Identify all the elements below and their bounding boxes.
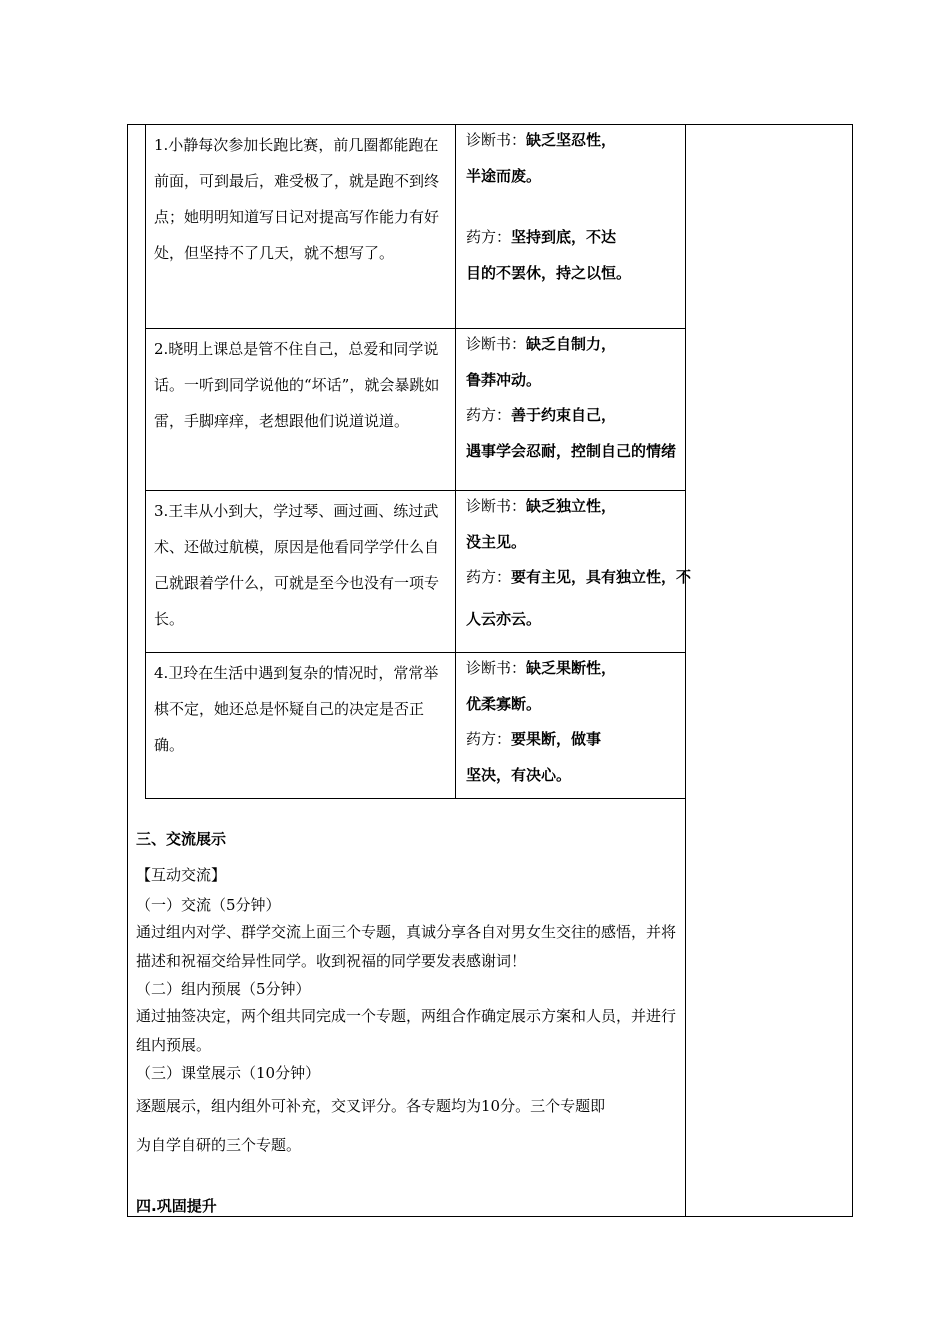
case-1-problem: 1.小静每次参加长跑比赛，前几圈都能跑在前面，可到最后，难受极了，就是跑不到终点；她明明知道写日记对提高写作能力有好处，但坚持不了几天，就不想写了。 <box>145 124 456 329</box>
step-3-heading: （三）课堂展示（10分钟） <box>136 1064 321 1082</box>
remedy-label: 药方： <box>466 406 512 424</box>
case-2-problem: 2.晓明上课总是管不住自己，总爱和同学说话。一听到同学说他的“坏话”，就会暴跳如雷，手脚痒痒，老想跟他们说道说道。 <box>145 328 456 491</box>
remedy-label: 药方： <box>466 228 512 246</box>
remedy-text-2: 遇事学会忍耐，控制自己的情绪 <box>466 442 677 460</box>
diagnosis-text: 缺乏果断性， <box>526 659 617 677</box>
case-4-problem: 4.卫玲在生活中遇到复杂的情况时，常常举棋不定，她还总是怀疑自己的决定是否正确。 <box>145 652 456 799</box>
diagnosis-text: 缺乏独立性， <box>526 497 617 515</box>
diagnosis-label: 诊断书： <box>466 659 527 677</box>
diagnosis-label: 诊断书： <box>466 131 527 149</box>
diagnosis-label: 诊断书： <box>466 497 527 515</box>
diagnosis-text-2: 半途而废。 <box>466 167 542 185</box>
remedy-text: 要有主见，具有独立性，不 <box>511 568 692 586</box>
remedy-label: 药方： <box>466 730 512 748</box>
remedy-text-2: 坚决，有决心。 <box>466 766 572 784</box>
step-3-text-line-2: 为自学自研的三个专题。 <box>136 1136 302 1154</box>
case-4-remedy <box>455 652 686 799</box>
step-1-text: 通过组内对学、群学交流上面三个专题，真诚分享各自对男女生交往的感悟，并将描述和祝福交给异性同学。收到祝福的同学要发表感谢词！ <box>136 923 677 970</box>
case-3-problem: 3.王丰从小到大，学过琴、画过画、练过武术、还做过航模，原因是他看同学学什么自己就跟着学什么，可就是至今也没有一项专长。 <box>145 490 456 653</box>
case-3-remedy <box>455 490 692 653</box>
interactive-exchange-label: 【互动交流】 <box>136 866 227 884</box>
step-2-text: 通过抽签决定，两个组共同完成一个专题，两组合作确定展示方案和人员，并进行组内预展。 <box>136 1007 677 1054</box>
remedy-text: 坚持到底，不达 <box>511 228 617 246</box>
remedy-label: 药方： <box>466 568 512 586</box>
section-4-title: 四.巩固提升 <box>136 1197 217 1215</box>
diagnosis-text: 缺乏自制力， <box>526 335 617 353</box>
case-2-remedy <box>455 328 686 491</box>
remedy-text: 善于约束自己， <box>511 406 617 424</box>
diagnosis-label: 诊断书： <box>466 335 527 353</box>
remedy-text: 要果断，做事 <box>511 730 602 748</box>
step-1-heading: （一）交流（5分钟） <box>136 896 281 914</box>
diagnosis-text-2: 优柔寡断。 <box>466 695 542 713</box>
diagnosis-text: 缺乏坚忍性， <box>526 131 617 149</box>
step-3-text-line-1: 逐题展示，组内组外可补充，交叉评分。各专题均为10分。三个专题即 <box>136 1097 606 1115</box>
diagnosis-text-2: 鲁莽冲动。 <box>466 371 542 389</box>
remedy-text-2: 人云亦云。 <box>466 610 542 628</box>
remedy-text-2: 目的不罢休，持之以恒。 <box>466 264 632 282</box>
diagnosis-text-2: 没主见。 <box>466 533 527 551</box>
section-3-title: 三、交流展示 <box>136 830 227 848</box>
step-2-heading: （二）组内预展（5分钟） <box>136 980 311 998</box>
case-1-remedy <box>455 124 686 329</box>
